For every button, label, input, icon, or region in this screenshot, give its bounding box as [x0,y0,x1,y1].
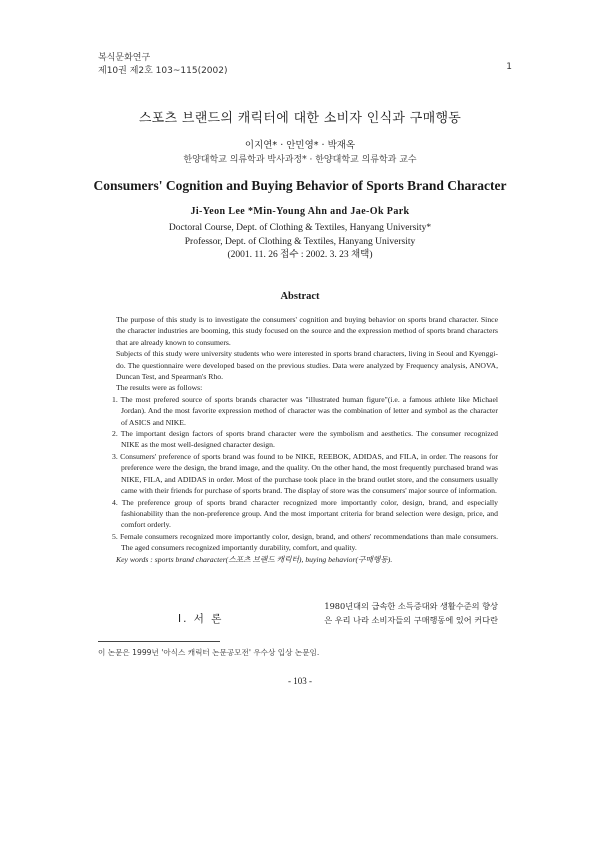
korean-authors: 이지연* · 안민영* · 박재옥 [244,140,356,151]
journal-name: 복식문화연구 [98,53,151,63]
korean-title: 스포츠 브랜드의 캐릭터에 대한 소비자 인식과 구매행동 [138,111,462,126]
result-item: 2. The important design factors of sports brand character were the symbolism and aesthetics. The consumer recognized NIKE as the most well-designed character design. [112,429,498,450]
intro-line: 은 우리 나라 소비자들의 구매행동에 있어 커다란 [324,614,498,625]
affiliation-line-1: Doctoral Course, Dept. of Clothing & Textiles, Hanyang University* [168,223,432,233]
abstract-heading: Abstract [280,291,320,302]
results-list [112,394,498,554]
section-title: Ⅰ. 서 론 [178,613,224,625]
result-item: 1. The most prefered source of sports brands character was "illustrated human figure"(i.e. a famous athlete like Michael Jordan). And the most favorite expression method of character was the combination of letter and symbol as the character of ASICS and NIKE. [112,394,498,427]
result-item: 4. The preference group of sports brand character recognized more importantly color, design, brand, and especially fashionability than the non-preference group. And the most important criteria for brand selection were design, price, and comfort orderly. [112,497,498,530]
intro-text [302,600,498,627]
footnote-divider [98,641,220,642]
affiliation-line-2: Professor, Dept. of Clothing & Textiles, Hanyang University [184,236,416,247]
volume-info: 제10권 제2호 103~115(2002) [98,66,228,76]
submission-dates: (2001. 11. 26 접수 : 2002. 3. 23 채택) [227,250,373,260]
korean-affiliation: 한양대학교 의류학과 박사과정* · 한양대학교 의류학과 교수 [183,155,417,165]
english-authors: Ji-Yeon Lee *Min-Young Ahn and Jae-Ok Park [190,206,410,217]
intro-line: 1980년대의 급속한 소득증대와 생활수준의 향상 [324,601,498,611]
keywords: Key words : sports brand character(스포츠 브랜드 캐릭터), buying behavior(구매행동). [116,554,393,564]
abstract-paragraph: The results were as follows: [116,383,203,393]
abstract-body [112,314,498,565]
footnote: 이 논문은 1999년 '아식스 캐릭터 논문공모전' 우수상 입상 논문임. [98,648,320,657]
page-mark: 1 [506,62,512,72]
english-affiliation [0,222,600,263]
result-item: 3. Consumers' preference of sports brand was found to be NIKE, REEBOK, ADIDAS, and FILA, in order. The reasons for preference were the design, the brand image, and the quality. On the other hand, the most frequently purchased brand was NIKE, FILA, and ADIDAS in order. Most of the purchase took place in the brand outlet store, and the consumers usually came with their friends for purchase of sports brand. The display of store was the consumers' major source of information. [112,451,498,496]
page-number: - 103 - [288,676,312,686]
abstract-paragraph: Subjects of this study were university students who were interested in sports brand characters, living in Seoul and Kyenggi-do. The questionnaire were developed based on the previous studies. Data were analyzed by Frequency analysis, ANOVA, Duncan Test, and Spearman's Rho. [116,349,498,382]
english-title: Consumers' Cognition and Buying Behavior of Sports Brand Character [93,178,507,193]
result-item: 5. Female consumers recognized more importantly color, design, brand, and others' recommendations than male consumers. The aged consumers recognized importantly durability, comfort, and quality. [112,531,498,553]
journal-header [98,52,228,78]
abstract-paragraph: The purpose of this study is to investigate the consumers' cognition and buying behavior on sports brand character. Since the character industries are booming, this study focused on the source and the expression method of sports brand characters that are already known to consumers. [116,315,498,347]
